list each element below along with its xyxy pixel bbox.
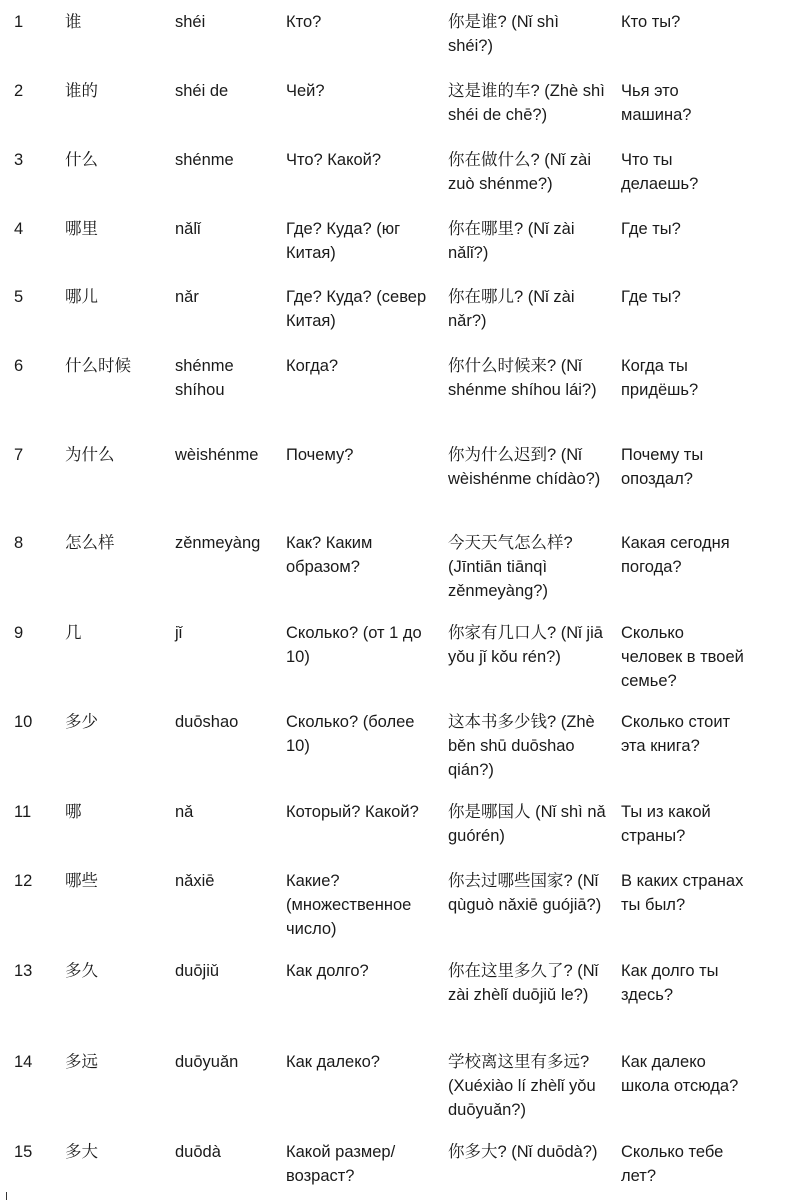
row-number: 11 [14, 803, 32, 821]
example-sentence: 这是谁的车? (Zhè shì shéi de chē?) [448, 82, 605, 124]
pinyin-reading: duōdà [175, 1143, 221, 1161]
example-sentence: 你什么时候来? (Nǐ shénme shíhou lái?) [448, 357, 597, 399]
example-sentence: 你为什么迟到? (Nǐ wèishénme chídào?) [448, 446, 601, 488]
hanzi-word: 几 [65, 623, 82, 642]
row-number: 2 [14, 82, 24, 100]
row-number: 1 [14, 13, 24, 31]
example-sentence: 你家有几口人? (Nǐ jiā yǒu jǐ kǒu rén?) [448, 624, 603, 666]
example-sentence: 你去过哪些国家? (Nǐ qùguò nǎxiē guójiā?) [448, 872, 602, 914]
example-translation: Кто ты? [621, 13, 681, 31]
row-number: 5 [14, 288, 24, 306]
russian-meaning: Где? Куда? (юг Китая) [286, 220, 401, 262]
example-translation: Сколько тебе лет? [621, 1143, 724, 1185]
text-cursor [6, 1192, 7, 1200]
hanzi-word: 怎么样 [65, 533, 115, 552]
example-translation: Ты из какой страны? [621, 803, 711, 845]
pinyin-reading: wèishénme [175, 446, 259, 464]
example-translation: Где ты? [621, 288, 681, 306]
pinyin-reading: duōshao [175, 713, 239, 731]
russian-meaning: Как долго? [286, 962, 369, 980]
example-translation: Почему ты опоздал? [621, 446, 704, 488]
hanzi-word: 谁的 [65, 81, 98, 100]
row-number: 3 [14, 151, 24, 169]
example-sentence: 学校离这里有多远? (Xuéxiào lí zhèlǐ yǒu duōyuǎn?) [448, 1053, 596, 1119]
example-sentence: 你在哪里? (Nǐ zài nǎlǐ?) [448, 220, 575, 262]
hanzi-word: 多远 [65, 1052, 98, 1071]
pinyin-reading: duōyuǎn [175, 1053, 239, 1071]
russian-meaning: Какие? (множественное число) [286, 872, 412, 938]
row-number: 15 [14, 1143, 33, 1161]
example-translation: Как долго ты здесь? [621, 962, 719, 1004]
pinyin-reading: duōjiǔ [175, 962, 220, 980]
pinyin-reading: shénme shíhou [175, 357, 234, 399]
russian-meaning: Какой размер/возраст? [286, 1143, 396, 1185]
example-sentence: 今天天气怎么样? (Jīntiān tiānqì zěnmeyàng?) [448, 534, 573, 600]
example-translation: Где ты? [621, 220, 681, 238]
example-translation: Какая сегодня погода? [621, 534, 730, 576]
example-translation: Что ты делаешь? [621, 151, 699, 193]
example-translation: Чья это машина? [621, 82, 692, 124]
row-number: 7 [14, 446, 24, 464]
example-translation: Когда ты придёшь? [621, 357, 699, 399]
russian-meaning: Как? Каким образом? [286, 534, 373, 576]
hanzi-word: 什么时候 [65, 356, 131, 375]
row-number: 4 [14, 220, 24, 238]
russian-meaning: Который? Какой? [286, 803, 419, 821]
pinyin-reading: nǎ [175, 803, 194, 821]
russian-meaning: Сколько? (более 10) [286, 713, 415, 755]
example-sentence: 你多大? (Nǐ duōdà?) [448, 1143, 598, 1161]
example-sentence: 你在这里多久了? (Nǐ zài zhèlǐ duōjiǔ le?) [448, 962, 599, 1004]
russian-meaning: Как далеко? [286, 1053, 380, 1071]
pinyin-reading: nǎxiē [175, 872, 215, 890]
pinyin-reading: jǐ [175, 624, 183, 642]
example-sentence: 你是谁? (Nǐ shì shéi?) [448, 13, 559, 55]
pinyin-reading: shéi de [175, 82, 229, 100]
hanzi-word: 多久 [65, 961, 98, 980]
row-number: 13 [14, 962, 33, 980]
hanzi-word: 哪里 [65, 219, 98, 238]
row-number: 9 [14, 624, 24, 642]
example-translation: В каких странах ты был? [621, 872, 744, 914]
pinyin-reading: zěnmeyàng [175, 534, 261, 552]
russian-meaning: Сколько? (от 1 до 10) [286, 624, 422, 666]
russian-meaning: Почему? [286, 446, 354, 464]
row-number: 12 [14, 872, 33, 890]
example-sentence: 你是哪国人 (Nǐ shì nǎ guórén) [448, 803, 606, 845]
row-number: 10 [14, 713, 33, 731]
hanzi-word: 什么 [65, 150, 98, 169]
example-translation: Сколько человек в твоей семье? [621, 624, 744, 690]
hanzi-word: 谁 [65, 12, 82, 31]
hanzi-word: 哪儿 [65, 287, 98, 306]
hanzi-word: 哪 [65, 802, 82, 821]
russian-meaning: Кто? [286, 13, 322, 31]
russian-meaning: Что? Какой? [286, 151, 382, 169]
row-number: 6 [14, 357, 24, 375]
hanzi-word: 为什么 [65, 445, 115, 464]
pinyin-reading: shéi [175, 13, 206, 31]
pinyin-reading: nǎlǐ [175, 220, 201, 238]
example-translation: Сколько стоит эта книга? [621, 713, 731, 755]
row-number: 8 [14, 534, 24, 552]
example-sentence: 你在哪儿? (Nǐ zài nǎr?) [448, 288, 575, 330]
example-sentence: 这本书多少钱? (Zhè běn shū duōshao qián?) [448, 713, 595, 779]
pinyin-reading: nǎr [175, 288, 199, 306]
hanzi-word: 多大 [65, 1142, 98, 1161]
pinyin-reading: shénme [175, 151, 234, 169]
hanzi-word: 多少 [65, 712, 98, 731]
row-number: 14 [14, 1053, 33, 1071]
example-sentence: 你在做什么? (Nǐ zài zuò shénme?) [448, 151, 592, 193]
russian-meaning: Чей? [286, 82, 325, 100]
hanzi-word: 哪些 [65, 871, 98, 890]
example-translation: Как далеко школа отсюда? [621, 1053, 739, 1095]
russian-meaning: Когда? [286, 357, 339, 375]
russian-meaning: Где? Куда? (север Китая) [286, 288, 427, 330]
